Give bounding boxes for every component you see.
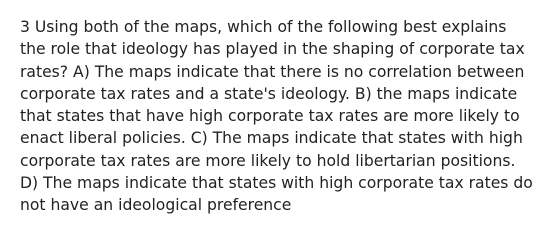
question-line: D) The maps indicate that states with high corporate tax rates do: [20, 174, 533, 193]
question-line: not have an ideological preference: [20, 196, 292, 215]
question-line: 3 Using both of the maps, which of the following best explains: [20, 18, 507, 36]
question-text: [20, 16, 538, 217]
question-line: enact liberal policies. C) The maps indicate that states with high: [20, 129, 523, 148]
question-line: rates? A) The maps indicate that there is no correlation between: [20, 62, 525, 81]
question-line: the role that ideology has played in the shaping of corporate tax: [20, 40, 525, 59]
question-line: that states that have high corporate tax rates are more likely to: [20, 107, 520, 126]
question-line: corporate tax rates and a state's ideology. B) the maps indicate: [20, 84, 518, 103]
question-line: corporate tax rates are more likely to hold libertarian positions.: [20, 151, 516, 170]
